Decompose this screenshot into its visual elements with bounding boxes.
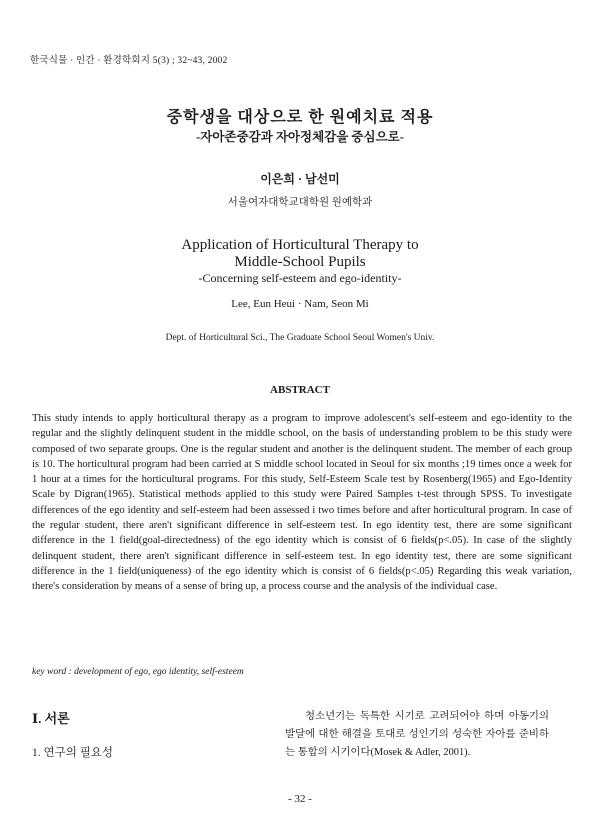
english-authors: Lee, Eun Heui · Nam, Seon Mi	[231, 298, 369, 310]
section-heading-introduction: Ⅰ. 서론	[32, 711, 70, 726]
english-title	[0, 237, 600, 271]
right-column-paragraph: 청소년기는 독특한 시기로 고려되어야 하며 아동기의 발달에 대한 해결을 토대로 성인기의 성숙한 자아를 준비하는 통합의 시기이다(Mosek & Adler, 2001).	[285, 711, 549, 758]
abstract-body: This study intends to apply horticultural therapy as a program to improve adolescent's self-esteem and ego-identity to the regular and the slightly delinquent student in the middle school, on the basis of understanding problem to be this study were composed of two separate groups. One is the regular student and another is the delinquent student. The member of each group is 10. The horticultural program had been carried at S middle school located in Seoul for six months ;19 times once a week for 1 hour at a times for the horticultural programs. For this study, Self-Esteem Scale test by Rosenberg(1965) and Ego-Identity Scale by Digran(1965). Statistical methods applied to this study were Paired Samples t-test through SPSS. To investigate differences of the ego identity and self-esteem had been assessed i two times before and after horticultural program. In case of the regular student, there aren't significant difference in self-esteem test. In ego identity test, there are some significant difference in the 1 field(goal-directedness) of the ego identity which is consist of 6 fields(p<.05). In case of the slightly delinquent student, there aren't significant difference in self-esteem test. In ego identity test, there are some significant difference in the 1 field(uniqueness) of the ego identity which is consist of 6 fields(p<.05) Regarding this weak variation, there's consideration by means of a sense of bring up, a process course and the analysis of the individual case.	[32, 413, 572, 593]
journal-header: 한국식물 · 인간 · 환경학회지 5(3) ; 32~43, 2002	[30, 56, 228, 66]
subsection-heading-need: 1. 연구의 필요성	[32, 747, 114, 759]
english-title-line-1: Application of Horticultural Therapy to	[181, 237, 419, 253]
korean-authors: 이은희 · 남선미	[260, 172, 340, 186]
english-title-line-2: Middle-School Pupils	[234, 254, 366, 270]
korean-title: 중학생을 대상으로 한 원예치료 적용	[166, 109, 434, 126]
keywords: key word : development of ego, ego identity, self-esteem	[32, 667, 244, 677]
english-affiliation: Dept. of Horticultural Sci., The Graduate School Seoul Women's Univ.	[165, 333, 435, 343]
english-subtitle: -Concerning self-esteem and ego-identity-	[198, 271, 402, 285]
korean-subtitle: -자아존중감과 자아정체감을 중심으로-	[196, 130, 404, 144]
abstract-heading: ABSTRACT	[270, 384, 330, 396]
korean-affiliation: 서울여자대학교대학원 원예학과	[227, 197, 373, 208]
page-number: - 32 -	[288, 793, 312, 805]
